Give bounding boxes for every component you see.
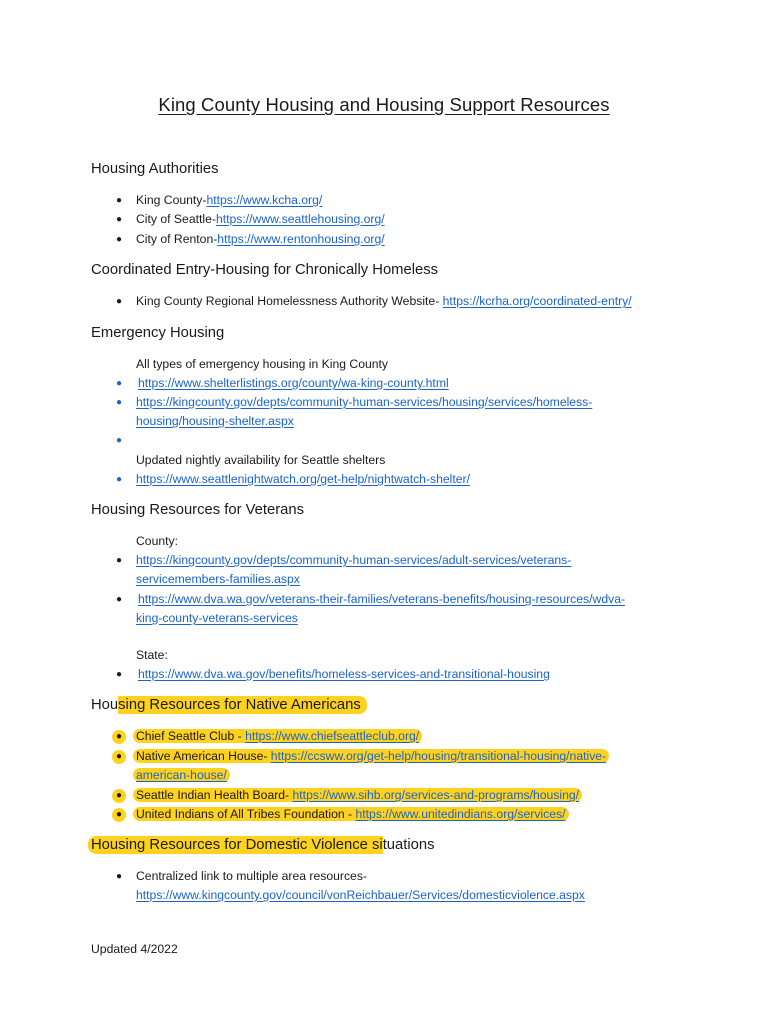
- list-item: [136, 393, 592, 412]
- bullet-icon: ●: [116, 594, 123, 605]
- united-indians-link[interactable]: https://www.unitedindians.org/services/: [355, 807, 566, 821]
- list-item: [138, 590, 625, 609]
- chief-seattle-club-link[interactable]: https://www.chiefseattleclub.org/: [245, 729, 420, 743]
- bullet-icon: ●: [116, 474, 123, 485]
- item-label: King County-: [136, 193, 207, 207]
- list-item: [136, 292, 632, 311]
- emergency-intro: All types of emergency housing in King County: [136, 357, 389, 371]
- item-label: City of Renton-: [136, 232, 218, 246]
- list-item: [138, 374, 449, 393]
- shelterlistings-link[interactable]: https://www.shelterlistings.org/county/wa-king-county.html: [138, 376, 449, 390]
- list-item: [136, 230, 385, 249]
- list-item: [133, 805, 569, 824]
- kcha-link[interactable]: https://www.kcha.org/: [206, 193, 323, 207]
- county-label: County:: [136, 534, 179, 548]
- bullet-icon: ●: [116, 214, 123, 225]
- wdva-link[interactable]: https://www.dva.wa.gov/veterans-their-families/veterans-benefits/housing-resources/wdva-: [138, 592, 626, 606]
- list-item-continuation: [133, 766, 230, 785]
- sihb-link[interactable]: https://www.sihb.org/services-and-programs/housing/: [292, 788, 580, 802]
- native-american-house-link-cont[interactable]: american-house/: [136, 768, 227, 782]
- heading-domestic-violence: [88, 837, 435, 853]
- heading-emergency-housing: Emergency Housing: [91, 325, 225, 341]
- bullet-icon: ●: [116, 555, 123, 566]
- kingcounty-shelter-link-cont[interactable]: housing/housing-shelter.aspx: [136, 414, 294, 428]
- page-title: King County Housing and Housing Support Resources: [158, 94, 610, 115]
- bullet-icon: ●: [112, 727, 126, 746]
- list-item-continuation: [136, 570, 300, 589]
- item-label: City of Seattle-: [136, 212, 216, 226]
- item-label: Seattle Indian Health Board-: [136, 788, 293, 802]
- heading-domestic-highlight: Housing Resources for Domestic Violence si: [88, 836, 383, 854]
- updated-date: Updated 4/2022: [91, 942, 178, 956]
- bullet-icon: ●: [112, 786, 126, 805]
- item-label: Chief Seattle Club -: [136, 729, 246, 743]
- list-item: [133, 727, 422, 746]
- kingcounty-veterans-link-cont[interactable]: servicemembers-families.aspx: [136, 572, 300, 586]
- list-item: [138, 665, 550, 684]
- seattle-housing-link[interactable]: https://www.seattlehousing.org/: [215, 212, 385, 226]
- heading-native-plain: Hou: [91, 697, 119, 713]
- dva-homeless-link[interactable]: https://www.dva.wa.gov/benefits/homeless-services-and-transitional-housing: [138, 667, 550, 681]
- renton-housing-link[interactable]: https://www.rentonhousing.org/: [217, 232, 385, 246]
- nightwatch-link[interactable]: https://www.seattlenightwatch.org/get-help/nightwatch-shelter/: [136, 472, 470, 486]
- item-label: United Indians of All Tribes Foundation -: [136, 807, 356, 821]
- list-item: [136, 551, 571, 570]
- native-american-house-link[interactable]: https://ccsww.org/get-help/housing/transitional-housing/native-: [270, 749, 607, 763]
- bullet-icon: ●: [112, 747, 126, 766]
- kingcounty-veterans-link[interactable]: https://kingcounty.gov/depts/community-human-services/adult-services/veterans-: [136, 553, 572, 567]
- heading-housing-authorities: Housing Authorities: [91, 161, 219, 177]
- state-label: State:: [136, 648, 168, 662]
- bullet-icon: ●: [116, 871, 123, 882]
- list-item-continuation: [136, 412, 294, 431]
- list-item: [136, 470, 470, 489]
- heading-domestic-plain: tuations: [382, 837, 435, 853]
- list-item: Centralized link to multiple area resources-: [136, 869, 367, 883]
- wdva-link-cont[interactable]: king-county-veterans-services: [136, 611, 298, 625]
- list-item: [133, 747, 609, 766]
- bullet-icon: ●: [116, 296, 123, 307]
- bullet-icon: ●: [116, 435, 123, 446]
- list-item: [136, 191, 322, 210]
- bullet-icon: ●: [116, 195, 123, 206]
- bullet-icon: ●: [116, 234, 123, 245]
- bullet-icon: ●: [116, 669, 123, 680]
- kingcounty-shelter-link[interactable]: https://kingcounty.gov/depts/community-human-services/housing/services/homeless-: [136, 395, 593, 409]
- item-label: Native American House-: [136, 749, 271, 763]
- item-label: King County Regional Homelessness Authority Website-: [136, 294, 443, 308]
- heading-native-americans: [91, 697, 367, 713]
- kcrha-link[interactable]: https://kcrha.org/coordinated-entry/: [442, 294, 632, 308]
- list-item-continuation: [136, 609, 298, 628]
- heading-native-highlight: sing Resources for Native Americans: [118, 696, 367, 714]
- heading-veterans: Housing Resources for Veterans: [91, 502, 305, 518]
- list-item: [133, 786, 582, 805]
- bullet-icon: ●: [112, 805, 126, 824]
- bullet-icon: ●: [116, 397, 123, 408]
- list-item: [136, 210, 385, 229]
- bullet-icon: ●: [116, 378, 123, 389]
- nightly-availability-text: Updated nightly availability for Seattle shelters: [136, 453, 386, 467]
- heading-coordinated-entry: Coordinated Entry-Housing for Chronically Homeless: [91, 262, 439, 278]
- list-item-continuation: [136, 886, 585, 905]
- domestic-violence-link[interactable]: https://www.kingcounty.gov/council/vonReichbauer/Services/domesticviolence.aspx: [136, 888, 585, 902]
